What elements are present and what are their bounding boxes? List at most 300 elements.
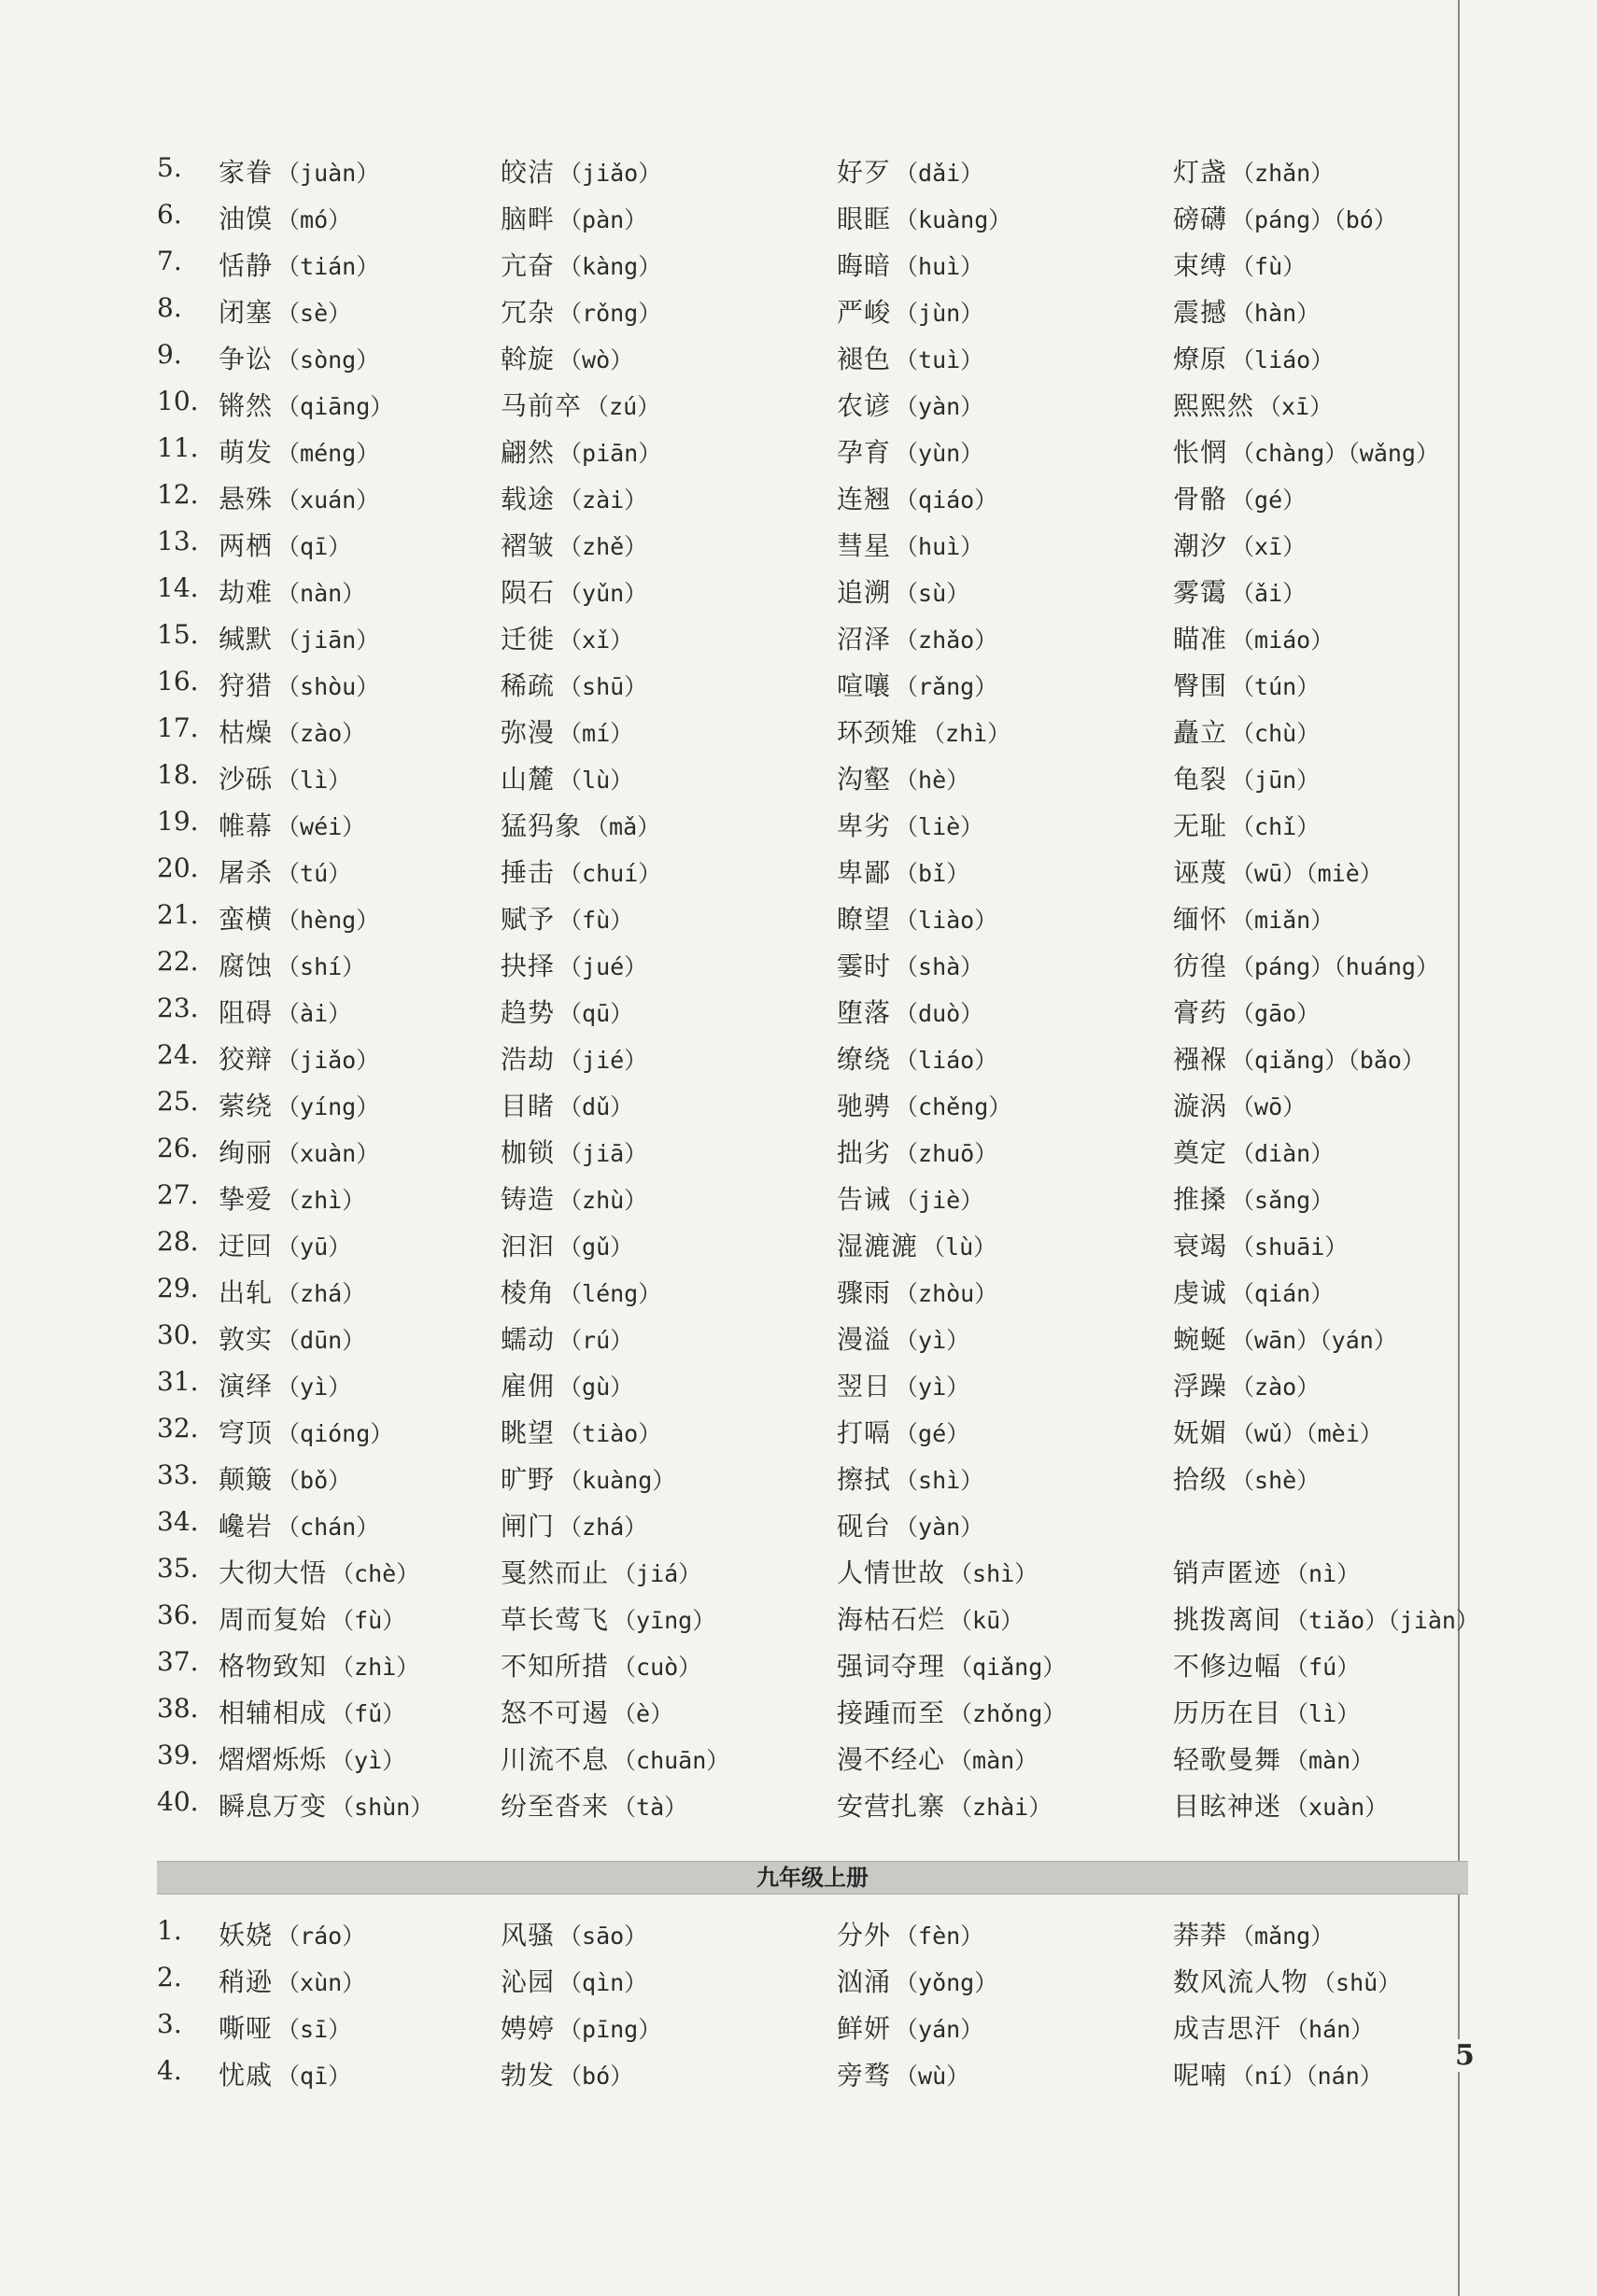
word: 锵然 [219, 390, 274, 421]
pinyin: （páng）（bó） [1231, 206, 1397, 233]
word-entry [501, 1273, 661, 1310]
item-number: 38. [157, 1693, 199, 1724]
word-entry [1173, 1786, 1388, 1824]
word: 蛮横 [219, 904, 274, 935]
word: 漩涡 [1173, 1091, 1228, 1121]
word: 闸门 [501, 1511, 556, 1542]
pinyin: （xī） [1258, 393, 1334, 420]
word: 狩猎 [219, 670, 274, 701]
item-number: 3. [157, 2008, 182, 2039]
list-item [157, 473, 1455, 520]
word-entry [1173, 199, 1397, 236]
item-number: 28. [157, 1226, 199, 1257]
word: 敦实 [219, 1324, 274, 1355]
word-entry [501, 246, 661, 283]
pinyin: （shòu） [276, 673, 380, 700]
list-item [157, 2003, 1455, 2049]
pinyin: （chuān） [613, 1747, 730, 1774]
word: 家眷 [219, 157, 274, 188]
pinyin: （shì） [949, 1560, 1039, 1587]
pinyin: （gāo） [1231, 1000, 1321, 1027]
item-number: 32. [157, 1413, 199, 1444]
pinyin: （gé） [1231, 486, 1307, 514]
word-entry [1173, 1179, 1334, 1217]
pinyin: （chàng）（wǎng） [1231, 440, 1439, 467]
word: 萦绕 [219, 1091, 274, 1121]
pinyin: （yì） [895, 1327, 970, 1354]
word-entry [219, 1319, 365, 1357]
word-entry [1173, 1413, 1383, 1450]
word: 腐蚀 [219, 951, 274, 981]
pinyin: （fù） [558, 907, 634, 934]
pinyin: （sòng） [276, 346, 380, 373]
word: 娉婷 [501, 2013, 556, 2044]
word-entry [1173, 1599, 1479, 1637]
word: 砚台 [837, 1511, 892, 1542]
pinyin: （shū） [558, 673, 648, 700]
pinyin: （ráo） [276, 1923, 366, 1950]
word: 妖娆 [219, 1920, 274, 1951]
word: 川流不息 [501, 1744, 610, 1775]
word: 屠杀 [219, 857, 274, 888]
pinyin: （rǒng） [558, 300, 662, 327]
word: 莽莽 [1173, 1920, 1228, 1951]
word-entry [219, 619, 379, 656]
item-number: 27. [157, 1179, 199, 1210]
word-entry [837, 1226, 996, 1263]
word-entry [219, 1599, 405, 1637]
word-entry [501, 292, 661, 330]
word: 恬静 [219, 250, 274, 281]
word: 绚丽 [219, 1137, 274, 1168]
word: 推搡 [1173, 1184, 1228, 1215]
pinyin: （hàn） [1231, 300, 1321, 327]
word-entry [501, 1962, 647, 1999]
word-entry [219, 993, 351, 1030]
pinyin: （qiáo） [895, 486, 998, 514]
item-number: 23. [157, 993, 199, 1023]
word-entry [1173, 1273, 1334, 1310]
pinyin: （liào） [895, 907, 998, 934]
list-item [157, 1034, 1455, 1080]
pinyin: （yùn） [895, 440, 984, 467]
word: 翌日 [837, 1371, 892, 1402]
word: 眺望 [501, 1417, 556, 1448]
word-entry [501, 1506, 647, 1543]
word: 湿漉漉 [837, 1231, 919, 1261]
pinyin: （lù） [922, 1233, 997, 1261]
word: 风骚 [501, 1920, 556, 1951]
word: 两栖 [219, 530, 274, 561]
word-entry [501, 712, 633, 750]
pinyin: （zhě） [558, 533, 648, 560]
word: 稍逊 [219, 1966, 274, 1997]
word-entry [219, 1039, 379, 1077]
word-entry [837, 526, 983, 563]
page-number: 5 [1455, 2039, 1475, 2072]
word: 强词夺理 [837, 1651, 946, 1682]
word-entry [219, 946, 365, 983]
list-item [157, 427, 1455, 473]
list-item [157, 1360, 1455, 1407]
word: 草长莺飞 [501, 1604, 610, 1635]
word-entry [501, 1459, 675, 1497]
list-item [157, 1407, 1455, 1454]
pinyin: （yì） [331, 1747, 406, 1774]
word: 雇佣 [501, 1371, 556, 1402]
pinyin: （zhì） [331, 1654, 420, 1681]
word: 怅惘 [1173, 437, 1228, 468]
word-entry [837, 1599, 1024, 1637]
pinyin: （qī） [276, 2063, 352, 2090]
word-entry [837, 899, 997, 937]
list-item [157, 520, 1455, 567]
word: 卑劣 [837, 810, 892, 841]
pinyin: （xī） [1231, 533, 1307, 560]
list-item [157, 660, 1455, 707]
word-entry [1173, 759, 1320, 796]
word: 目眩神迷 [1173, 1791, 1282, 1822]
pinyin: （zú） [586, 393, 661, 420]
word: 忧戚 [219, 2060, 274, 2091]
list-item [157, 754, 1455, 800]
word: 棱角 [501, 1277, 556, 1308]
word-entry [837, 1179, 983, 1217]
pinyin: （wō） [1231, 1093, 1307, 1120]
list-item [157, 800, 1455, 847]
pinyin: （zhǒng） [949, 1700, 1067, 1727]
word-entry [837, 292, 983, 330]
word: 格物致知 [219, 1651, 328, 1682]
word-entry [1173, 852, 1383, 890]
word: 接踵而至 [837, 1697, 946, 1728]
pinyin: （chù） [1231, 720, 1321, 747]
pinyin: （jiā） [558, 1140, 648, 1167]
word: 人情世故 [837, 1557, 946, 1588]
word: 怒不可遏 [501, 1697, 610, 1728]
word-entry [837, 1366, 969, 1403]
word-entry [501, 806, 660, 843]
pinyin: （miáo） [1231, 627, 1335, 654]
pinyin: （zhòu） [895, 1280, 998, 1307]
item-number: 11. [157, 432, 199, 463]
word: 沟壑 [837, 764, 892, 795]
list-item [157, 1080, 1455, 1127]
word: 趋势 [501, 997, 556, 1028]
word: 蠕动 [501, 1324, 556, 1355]
pinyin: （qìn） [558, 1969, 648, 1996]
word-entry [501, 386, 660, 423]
list-item [157, 1267, 1455, 1314]
word: 阻碍 [219, 997, 274, 1028]
word-entry [1173, 1039, 1425, 1077]
word-entry [1173, 1366, 1320, 1403]
word-entry [837, 1273, 997, 1310]
pinyin: （qiāng） [276, 393, 394, 420]
word: 捶击 [501, 857, 556, 888]
word-entry [501, 899, 633, 937]
word-list-lower [157, 1909, 1455, 2096]
word: 堕落 [837, 997, 892, 1028]
word-entry [501, 479, 647, 516]
word: 纷至沓来 [501, 1791, 610, 1822]
list-item [157, 707, 1455, 754]
word: 弥漫 [501, 717, 556, 748]
pinyin: （sǎng） [1231, 1187, 1335, 1214]
word-entry [837, 1086, 1011, 1123]
pinyin: （mó） [276, 206, 352, 233]
word-entry [837, 1693, 1066, 1730]
word: 马前卒 [501, 390, 583, 421]
item-number: 24. [157, 1039, 199, 1070]
pinyin: （qiǎng） [949, 1654, 1067, 1681]
word: 历历在目 [1173, 1697, 1282, 1728]
list-item [157, 1781, 1455, 1827]
word: 沙砾 [219, 764, 274, 795]
word-entry [219, 1273, 365, 1310]
word-entry [1173, 1740, 1374, 1777]
pinyin: （kuàng） [895, 206, 1012, 233]
pinyin: （jiǎo） [276, 1047, 380, 1074]
word: 旁骛 [837, 2060, 892, 2091]
word-entry [837, 1962, 997, 1999]
word: 浩劫 [501, 1044, 556, 1075]
word-entry [1173, 479, 1306, 516]
word: 缭绕 [837, 1044, 892, 1075]
word-entry [1173, 386, 1333, 423]
word: 孕育 [837, 437, 892, 468]
word-entry [837, 1646, 1066, 1683]
word-entry [837, 1459, 983, 1497]
pinyin: （yīng） [613, 1607, 716, 1634]
word-entry [501, 1086, 633, 1123]
pinyin: （shí） [276, 953, 366, 980]
word: 瞭望 [837, 904, 892, 935]
pinyin: （xuàn） [1285, 1794, 1389, 1821]
pinyin: （shuāi） [1231, 1233, 1349, 1261]
pinyin: （yíng） [276, 1093, 380, 1120]
word: 帷幕 [219, 810, 274, 841]
pinyin: （zhǎo） [895, 627, 998, 654]
pinyin: （zhuō） [895, 1140, 998, 1167]
word: 挚爱 [219, 1184, 274, 1215]
word: 无耻 [1173, 810, 1228, 841]
word-entry [219, 1693, 405, 1730]
pinyin: （nàn） [276, 580, 366, 607]
word: 严峻 [837, 297, 892, 328]
word-entry [837, 1133, 997, 1170]
word: 漫溢 [837, 1324, 892, 1355]
word-entry [501, 572, 647, 610]
word: 缅怀 [1173, 904, 1228, 935]
word-entry [1173, 1133, 1334, 1170]
word: 翩然 [501, 437, 556, 468]
word: 矗立 [1173, 717, 1228, 748]
list-item [157, 847, 1455, 894]
pinyin: （jié） [558, 1047, 648, 1074]
word: 迁徙 [501, 624, 556, 655]
pinyin: （jiǎo） [558, 160, 662, 187]
list-item [157, 567, 1455, 613]
word-entry [501, 1319, 633, 1357]
word-entry [501, 152, 661, 190]
list-item [157, 987, 1455, 1034]
word: 鲜妍 [837, 2013, 892, 2044]
section-header: 九年级上册 [157, 1861, 1468, 1895]
pinyin: （yū） [276, 1233, 352, 1261]
list-item [157, 1594, 1479, 1641]
pinyin: （zài） [558, 486, 648, 514]
word-entry [1173, 572, 1306, 610]
pinyin: （tiào） [558, 1420, 662, 1447]
word-entry [1173, 1459, 1320, 1497]
item-number: 20. [157, 852, 199, 883]
pinyin: （liáo） [1231, 346, 1335, 373]
word: 悬殊 [219, 484, 274, 514]
word-entry [1173, 1506, 1177, 1537]
pinyin: （shà） [895, 953, 984, 980]
word: 告诫 [837, 1184, 892, 1215]
word: 大彻大悟 [219, 1557, 328, 1588]
pinyin: （mí） [558, 720, 634, 747]
pinyin: （kàng） [558, 253, 662, 280]
list-item [157, 894, 1455, 940]
word: 燎原 [1173, 344, 1228, 374]
word: 周而复始 [219, 1604, 328, 1635]
word: 汩汩 [501, 1231, 556, 1261]
word-entry [219, 666, 379, 703]
word-entry [837, 572, 969, 610]
word-entry [219, 1740, 405, 1777]
word: 斡旋 [501, 344, 556, 374]
word: 褪色 [837, 344, 892, 374]
item-number: 15. [157, 619, 199, 650]
pinyin: （qū） [558, 1000, 634, 1027]
word: 打嗝 [837, 1417, 892, 1448]
pinyin: （sù） [895, 580, 970, 607]
word-entry [501, 1039, 647, 1077]
pinyin: （zhì） [922, 720, 1011, 747]
pinyin: （pàn） [558, 206, 648, 233]
pinyin: （chěng） [895, 1093, 1012, 1120]
pinyin: （qián） [1231, 1280, 1335, 1307]
word: 陨石 [501, 577, 556, 608]
word-entry [837, 1553, 1038, 1590]
word: 演绎 [219, 1371, 274, 1402]
word-entry [219, 339, 379, 376]
pinyin: （zào） [276, 720, 366, 747]
pinyin: （xùn） [276, 1969, 366, 1996]
word-entry [1173, 1962, 1401, 1999]
pinyin: （tú） [276, 860, 352, 887]
word: 颠簸 [219, 1464, 274, 1495]
word-entry [1173, 1646, 1360, 1683]
word-entry [1173, 432, 1439, 470]
word-entry [1173, 1553, 1360, 1590]
item-number: 34. [157, 1506, 199, 1537]
item-number: 25. [157, 1086, 199, 1117]
pinyin: （lì） [1285, 1700, 1361, 1727]
pinyin: （pīng） [558, 2016, 662, 2043]
word: 襁褓 [1173, 1044, 1228, 1075]
pinyin: （jiān） [276, 627, 380, 654]
pinyin: （chè） [331, 1560, 420, 1587]
word: 挑拨离间 [1173, 1604, 1282, 1635]
word-entry [501, 1646, 701, 1683]
list-item [157, 287, 1455, 333]
word: 奠定 [1173, 1137, 1228, 1168]
pinyin: （piān） [558, 440, 662, 467]
word: 沼泽 [837, 624, 892, 655]
pinyin: （shì） [895, 1467, 984, 1494]
word-entry [837, 1786, 1052, 1824]
word-entry [501, 339, 633, 376]
pinyin: （yì） [895, 1373, 970, 1401]
word-entry [1173, 292, 1320, 330]
word: 漫不经心 [837, 1744, 946, 1775]
word-entry [219, 712, 365, 750]
pinyin: （jùn） [895, 300, 984, 327]
word-entry [1173, 152, 1334, 190]
word: 农谚 [837, 390, 892, 421]
word: 妩媚 [1173, 1417, 1228, 1448]
word: 好歹 [837, 157, 892, 188]
pinyin: （lì） [276, 767, 352, 794]
word: 狡辩 [219, 1044, 274, 1075]
pinyin: （fèn） [895, 1923, 984, 1950]
word: 勃发 [501, 2060, 556, 2091]
word-entry [219, 1366, 351, 1403]
word-entry [1173, 993, 1320, 1030]
word-list-upper [157, 147, 1479, 1827]
word: 油馍 [219, 204, 274, 234]
pinyin: （dǔ） [558, 1093, 634, 1120]
list-item [157, 333, 1455, 380]
pinyin: （duò） [895, 1000, 984, 1027]
pinyin: （tà） [613, 1794, 688, 1821]
page-edge-line [1458, 0, 1460, 2296]
word-entry [501, 199, 647, 236]
pinyin: （méng） [276, 440, 380, 467]
word: 嘶哑 [219, 2013, 274, 2044]
pinyin: （xǐ） [558, 627, 634, 654]
list-item [157, 1909, 1455, 1956]
word: 拙劣 [837, 1137, 892, 1168]
list-item [157, 2049, 1455, 2096]
word-entry [837, 1319, 969, 1357]
word-entry [1173, 1086, 1306, 1123]
word-entry [1173, 666, 1320, 703]
item-number: 16. [157, 666, 199, 697]
word-entry [501, 619, 633, 656]
pinyin: （è） [613, 1700, 674, 1727]
word-entry [1173, 1226, 1348, 1263]
pinyin: （wéi） [276, 813, 366, 840]
list-item [157, 1314, 1455, 1360]
word: 闭塞 [219, 297, 274, 328]
pinyin: （gé） [895, 1420, 970, 1447]
pinyin: （hèng） [276, 907, 380, 934]
word-entry [219, 852, 351, 890]
pinyin: （bǒ） [276, 1467, 352, 1494]
word-entry [219, 246, 379, 283]
word-entry [219, 2008, 351, 2046]
word: 骤雨 [837, 1277, 892, 1308]
word-entry [219, 572, 365, 610]
word: 稀疏 [501, 670, 556, 701]
word: 穹顶 [219, 1417, 274, 1448]
word: 环颈雉 [837, 717, 919, 748]
